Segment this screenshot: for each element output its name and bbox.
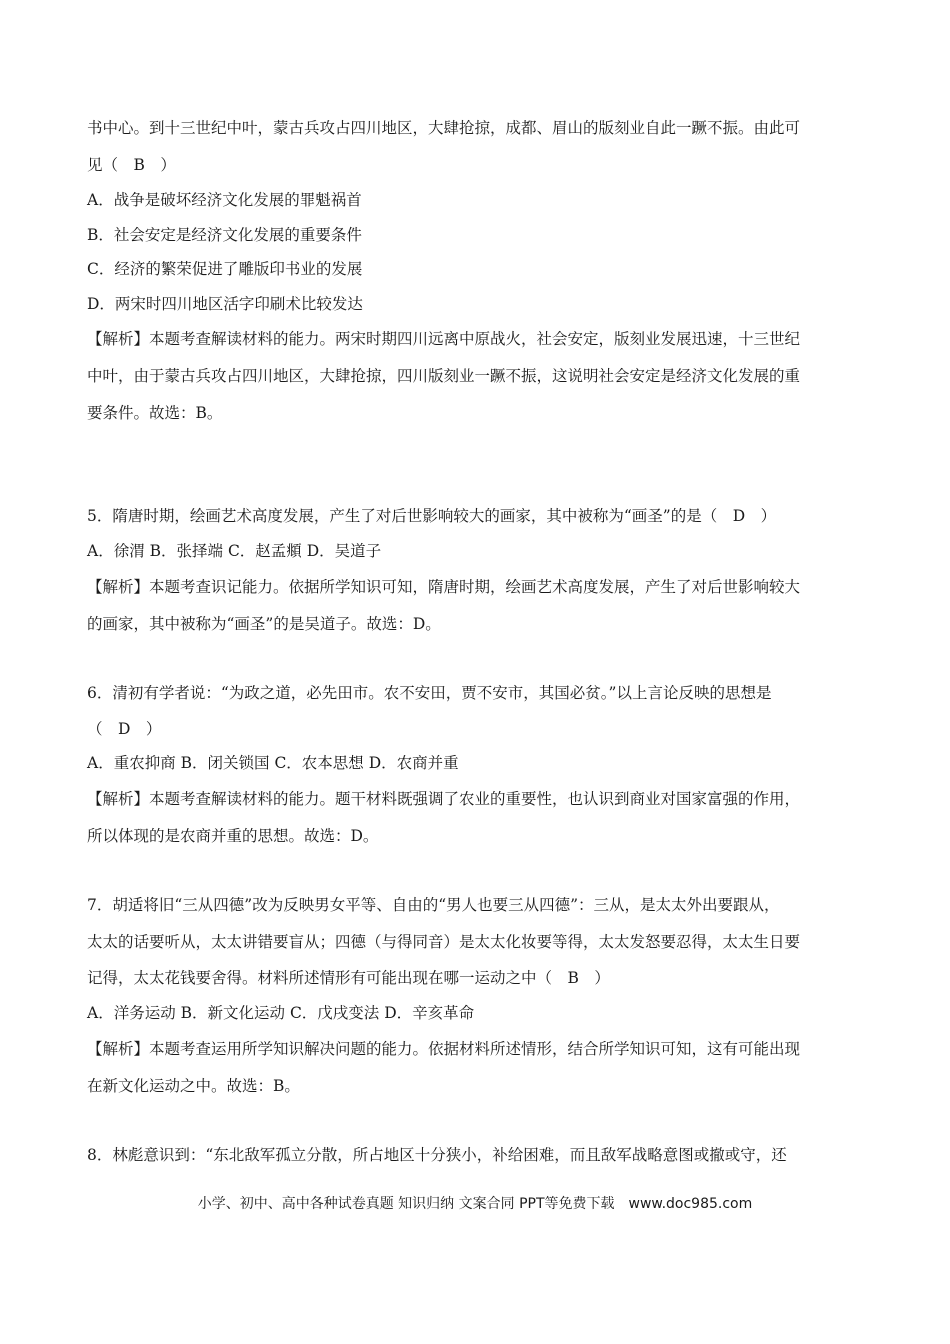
question-4-option-d: D．两宋时四川地区活字印刷术比较发达 xyxy=(87,295,363,313)
question-6-options: A．重农抑商 B．闭关锁国 C．农本思想 D．农商并重 xyxy=(87,754,459,772)
question-5-analysis-line-1: 【解析】本题考查识记能力。依据所学知识可知，隋唐时期，绘画艺术高度发展，产生了对后世影响较大 xyxy=(87,578,801,596)
question-7-stem-line-1: 7．胡适将旧“三从四德”改为反映男女平等、自由的“男人也要三从四德”：三从，是太太外出要跟从， xyxy=(87,896,780,914)
question-4-analysis-line-3: 要条件。故选：B。 xyxy=(87,404,223,422)
question-4-option-a: A．战争是破坏经济文化发展的罪魁祸首 xyxy=(87,191,362,209)
question-4-stem-line-2: 见（ B ） xyxy=(87,156,176,174)
question-7-stem-line-3: 记得，太太花钱要舍得。材料所述情形有可能出现在哪一运动之中（ B ） xyxy=(87,969,610,987)
question-5-options: A．徐渭 B．张择端 C．赵孟頫 D．吴道子 xyxy=(87,542,382,560)
question-7-stem-line-2: 太太的话要听从，太太讲错要盲从；四德（与得同音）是太太化妆要等得，太太发怒要忍得，太太生日要 xyxy=(87,933,801,951)
question-6-analysis-line-1: 【解析】本题考查解读材料的能力。题干材料既强调了农业的重要性，也认识到商业对国家富强的作用， xyxy=(87,790,801,808)
question-4-analysis-line-1: 【解析】本题考查解读材料的能力。两宋时期四川远离中原战火，社会安定，版刻业发展迅速，十三世纪 xyxy=(87,330,801,348)
question-5-stem: 5．隋唐时期，绘画艺术高度发展，产生了对后世影响较大的画家，其中被称为“画圣”的是（ D ） xyxy=(87,507,777,525)
question-4-stem-line-1: 书中心。到十三世纪中叶，蒙古兵攻占四川地区，大肆抢掠，成都、眉山的版刻业自此一蹶不振。由此可 xyxy=(87,119,801,137)
question-6-stem-line-2: （ D ） xyxy=(87,720,162,738)
question-6-analysis-line-2: 所以体现的是农商并重的思想。故选：D。 xyxy=(87,827,379,845)
question-5-analysis-line-2: 的画家，其中被称为“画圣”的是吴道子。故选：D。 xyxy=(87,615,441,633)
question-4-option-c: C．经济的繁荣促进了雕版印书业的发展 xyxy=(87,260,363,278)
question-4-option-b: B．社会安定是经济文化发展的重要条件 xyxy=(87,226,362,244)
question-4-analysis-line-2: 中叶，由于蒙古兵攻占四川地区，大肆抢掠，四川版刻业一蹶不振，这说明社会安定是经济文化发展的重 xyxy=(87,367,801,385)
question-7-analysis-line-1: 【解析】本题考查运用所学知识解决问题的能力。依据材料所述情形，结合所学知识可知，这有可能出现 xyxy=(87,1040,801,1058)
question-7-options: A．洋务运动 B．新文化运动 C．戊戌变法 D．辛亥革命 xyxy=(87,1004,475,1022)
question-8-stem-line-1: 8．林彪意识到：“东北敌军孤立分散，所占地区十分狭小，补给困难，而且敌军战略意图或撤或守，还 xyxy=(87,1146,787,1164)
question-6-stem-line-1: 6．清初有学者说：“为政之道，必先田市。农不安田，贾不安市，其国必贫。”以上言论反映的思想是 xyxy=(87,684,772,702)
question-7-analysis-line-2: 在新文化运动之中。故选：B。 xyxy=(87,1077,300,1095)
page-footer: 小学、初中、高中各种试卷真题 知识归纳 文案合同 PPT等免费下载 www.doc985.com xyxy=(197,1196,753,1212)
